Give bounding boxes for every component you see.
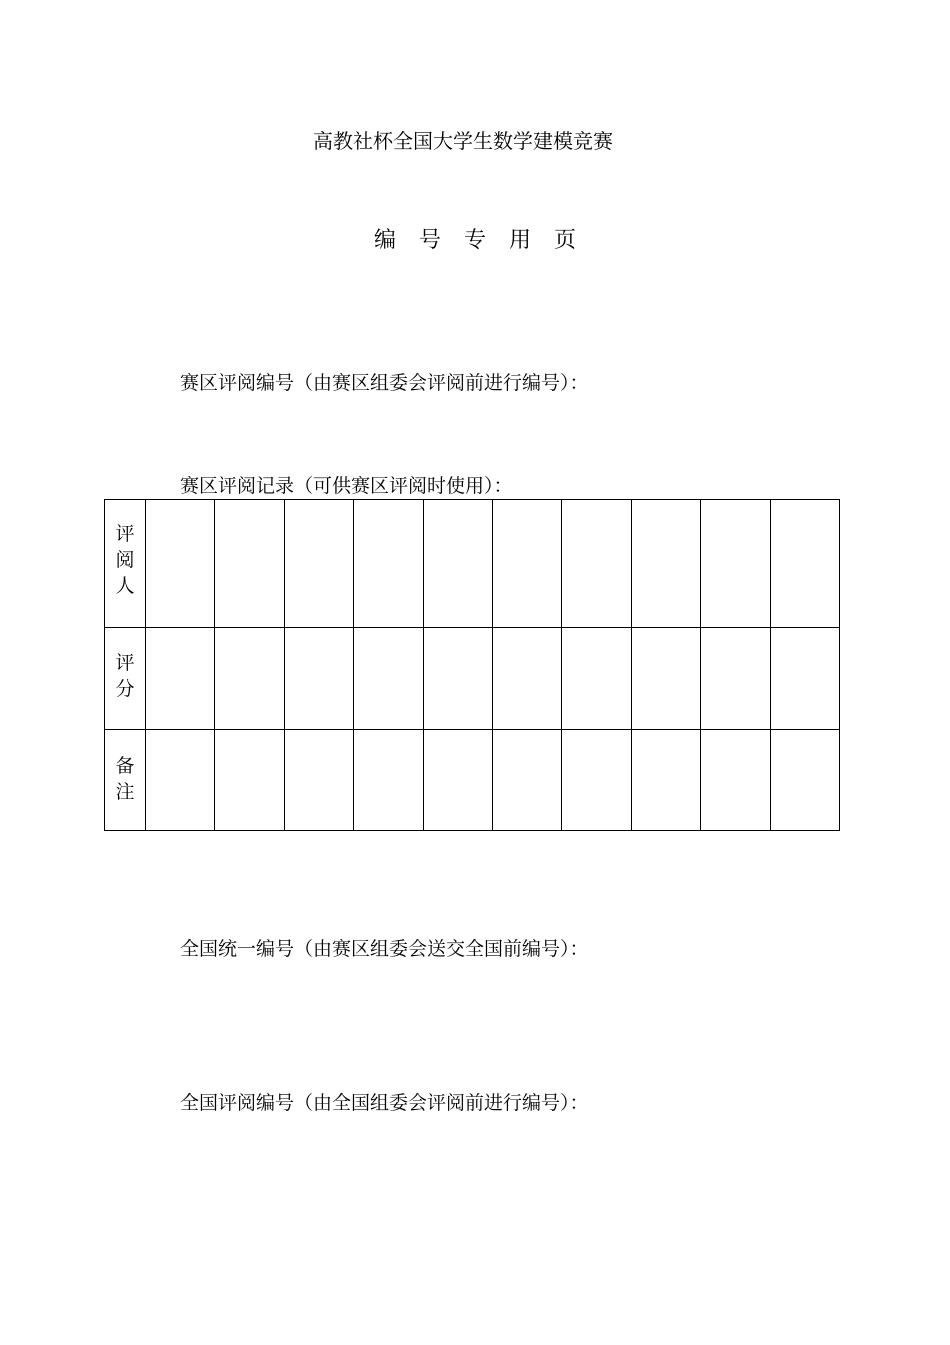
reviewer-cell[interactable] <box>770 500 839 628</box>
subtitle-char: 编 <box>373 228 396 253</box>
score-cell[interactable] <box>146 628 215 730</box>
reviewer-cell[interactable] <box>146 500 215 628</box>
reviewer-cell[interactable] <box>701 500 770 628</box>
score-cell[interactable] <box>562 628 631 730</box>
table-row-score <box>105 628 840 730</box>
subtitle-char: 用 <box>509 228 532 253</box>
district-review-record-label: 赛区评阅记录（可供赛区评阅时使用）： <box>180 475 513 497</box>
reviewer-cell[interactable] <box>354 500 423 628</box>
reviewer-cell[interactable] <box>423 500 492 628</box>
score-cell[interactable] <box>284 628 353 730</box>
reviewer-cell[interactable] <box>631 500 700 628</box>
row-header-score <box>105 628 146 730</box>
subtitle-char: 号 <box>418 228 441 253</box>
notes-cell[interactable] <box>354 730 423 831</box>
score-cell[interactable] <box>631 628 700 730</box>
score-cell[interactable] <box>215 628 284 730</box>
score-cell[interactable] <box>492 628 561 730</box>
table-row-notes <box>105 730 840 831</box>
notes-cell[interactable] <box>215 730 284 831</box>
page-title: 高教社杯全国大学生数学建模竞赛 <box>313 129 613 153</box>
page-subtitle <box>0 227 950 255</box>
reviewer-cell[interactable] <box>284 500 353 628</box>
reviewer-cell[interactable] <box>492 500 561 628</box>
score-cell[interactable] <box>354 628 423 730</box>
national-review-number-label: 全国评阅编号（由全国组委会评阅前进行编号）： <box>180 1092 589 1114</box>
national-unified-number-label: 全国统一编号（由赛区组委会送交全国前编号）： <box>180 938 589 960</box>
notes-cell[interactable] <box>146 730 215 831</box>
score-cell[interactable] <box>770 628 839 730</box>
row-header-notes-text: 备注 <box>115 755 135 803</box>
notes-cell[interactable] <box>492 730 561 831</box>
notes-cell[interactable] <box>770 730 839 831</box>
row-header-reviewer <box>105 500 146 628</box>
district-review-number-label: 赛区评阅编号（由赛区组委会评阅前进行编号）： <box>180 372 589 394</box>
score-cell[interactable] <box>423 628 492 730</box>
notes-cell[interactable] <box>284 730 353 831</box>
notes-cell[interactable] <box>701 730 770 831</box>
reviewer-cell[interactable] <box>215 500 284 628</box>
notes-cell[interactable] <box>423 730 492 831</box>
subtitle-char: 专 <box>463 228 486 253</box>
row-header-score-text: 评分 <box>115 652 135 700</box>
score-cell[interactable] <box>701 628 770 730</box>
review-record-table <box>104 499 840 831</box>
notes-cell[interactable] <box>631 730 700 831</box>
reviewer-cell[interactable] <box>562 500 631 628</box>
notes-cell[interactable] <box>562 730 631 831</box>
subtitle-char: 页 <box>554 228 577 253</box>
row-header-notes <box>105 730 146 831</box>
row-header-reviewer-text: 评阅人 <box>115 523 135 597</box>
table-row-reviewer <box>105 500 840 628</box>
